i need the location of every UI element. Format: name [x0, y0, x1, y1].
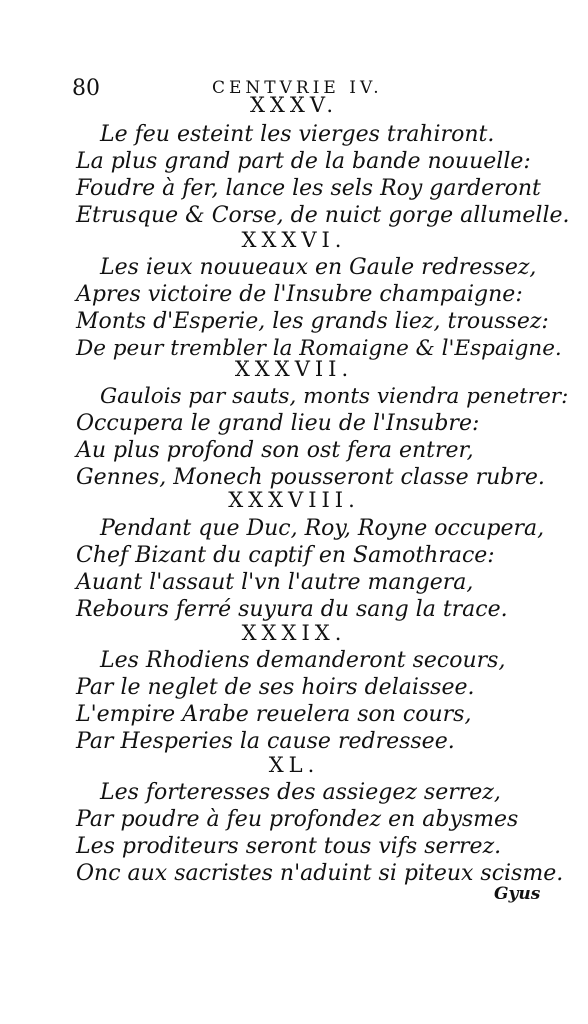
verse-line: Pendant que Duc, Roy, Royne occupera,: [100, 516, 545, 541]
verse-line: Par Hesperies la cause redressee.: [76, 729, 455, 754]
verse-line: Les forteresses des assiegez serrez,: [100, 780, 501, 805]
verse-line: Apres victoire de l'Insubre champaigne:: [76, 282, 523, 307]
running-title: CENTVRIE IV.: [212, 78, 383, 98]
verse-line: Le feu esteint les vierges trahiront.: [100, 122, 495, 147]
quatrain-heading: XXXV.: [249, 93, 339, 117]
verse-line: De peur trembler la Romaigne & l'Espaigne.: [76, 336, 562, 361]
quatrain-heading: XXXVII.: [234, 357, 354, 381]
verse-line: Les Rhodiens demanderont secours,: [100, 648, 506, 673]
verse-line: Par le neglet de ses hoirs delaissee.: [76, 675, 475, 700]
quatrain-heading: XXXIX.: [241, 621, 347, 645]
quatrain-heading: XXXVIII.: [228, 488, 360, 512]
verse-line: Par poudre à feu profondez en abysmes: [76, 807, 519, 832]
verse-line: Gaulois par sauts, monts viendra penetrer:: [100, 384, 569, 409]
verse-line: La plus grand part de la bande nouuelle:: [76, 149, 531, 174]
verse-line: Auant l'assaut l'vn l'autre mangera,: [76, 570, 474, 595]
verse-line: Les ieux nouueaux en Gaule redressez,: [100, 255, 537, 280]
verse-line: Rebours ferré suyura du sang la trace.: [76, 597, 508, 622]
verse-line: Occupera le grand lieu de l'Insubre:: [76, 411, 480, 436]
quatrain-heading: XL.: [268, 753, 320, 777]
quatrain-heading: XXXVI.: [241, 228, 347, 252]
verse-line: Etrusque & Corse, de nuict gorge allumelle.: [76, 203, 570, 228]
verse-line: Les proditeurs seront tous vifs serrez.: [76, 834, 502, 859]
verse-line: Chef Bizant du captif en Samothrace:: [76, 543, 495, 568]
verse-line: Monts d'Esperie, les grands liez, troussez:: [76, 309, 549, 334]
verse-line: Onc aux sacristes n'aduint si piteux scisme.: [76, 861, 564, 886]
verse-line: L'empire Arabe reuelera son cours,: [76, 702, 472, 727]
verse-line: Gennes, Monech pousseront classe rubre.: [76, 465, 545, 490]
catchword: Gyus: [494, 884, 541, 904]
page-number: 80: [72, 76, 100, 101]
verse-line: Au plus profond son ost fera entrer,: [76, 438, 474, 463]
verse-line: Foudre à fer, lance les sels Roy garderont: [76, 176, 541, 201]
